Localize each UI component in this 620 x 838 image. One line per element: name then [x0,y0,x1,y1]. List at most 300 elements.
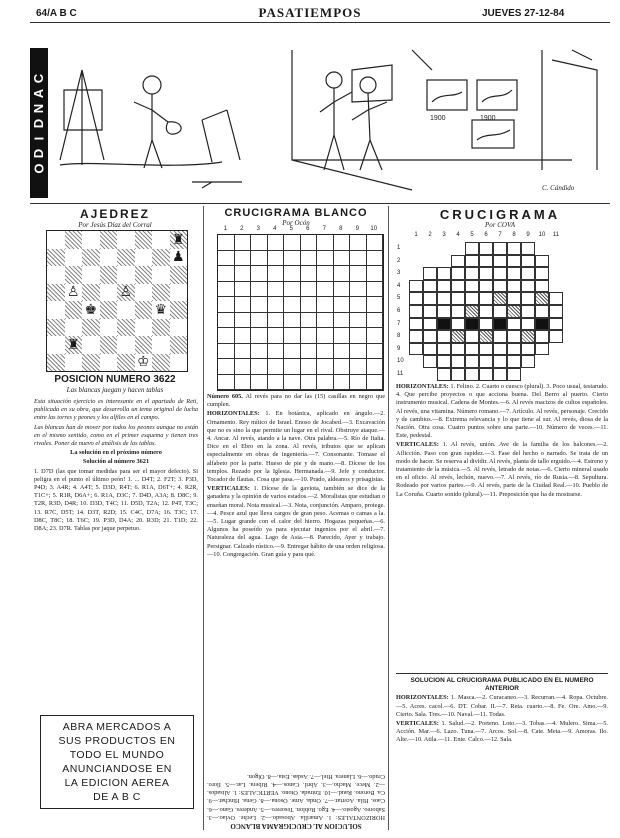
crossword-cell[interactable] [479,330,493,343]
crossword-cell[interactable] [235,328,252,344]
solution-v-text: 1. Salud.—2. Porteno. Loto.—3. Tobas.—4. Mulero. Sima.—5. Acción. Mar.—6. Lazo. Tuna.—7. Arcos. Sol.—8. Cate. Meta.—9. Amoras. Ilo. Alte.—10. Atila.—11. Ente. Calco.—12. Sala. [396,720,608,744]
crossword-cell[interactable] [284,313,301,329]
crossword-cell[interactable] [535,292,549,305]
crossword-cell[interactable] [451,355,465,368]
chess-square [47,319,65,337]
crossword-cell[interactable] [479,242,493,255]
crossword-cell[interactable] [451,280,465,293]
crossword-cell[interactable] [479,255,493,268]
crossword-cell[interactable] [465,280,479,293]
crossword-cell[interactable] [301,235,318,251]
crossword-cell[interactable] [334,282,351,298]
crossword-cell[interactable] [235,235,252,251]
crossword-cell[interactable] [479,318,493,331]
crossword-cell[interactable] [350,344,367,360]
crossword-cell[interactable] [317,344,334,360]
crossword-cell[interactable] [251,251,268,267]
chess-square [100,284,118,302]
column-number: 1 [223,226,227,232]
chess-text [34,398,198,534]
crossword-cell[interactable] [521,280,535,293]
chess-square [135,319,153,337]
crossword-cell[interactable] [465,292,479,305]
crossword-cell[interactable] [367,266,384,282]
crossword-cell[interactable] [251,235,268,251]
crossword-cell[interactable] [521,292,535,305]
grid-spacer [409,255,423,268]
crossword-cell[interactable] [367,235,384,251]
problem-title: POSICION NUMERO 3622 [54,374,176,385]
prev-solution-text: 1. D7D (las que tomar medidas para ser el mayor defecto). Si peligra en el punto el último peón! 1. ... D4T; 2. F2T; 3. P3D, P4D; 3. A4R; 4. A4T; 5. D3D, R4T; 6. R1A, D6T+; 4. R2R, T1C+; 5. R1R, D6A+; 6. R1A, D3C; 7. D4D, A3A; 8. D8C; 9. T2R, R3D, D4R; 10. D3D, T4C; 11. D5D, T2A; 12. P4T, T3C; 13. R7C, D5T; 14. D3T, R2D; 15. C4C, D7A; 16. T3C; 17. D8C, T8C; 18. T6C; 19. P3D, D4A; 20. R3D; 21. T1D; 22. D8A; 23. D7R. Tablas por jaque perpetuo. [34,467,198,533]
crossword-cell[interactable] [479,305,493,318]
chess-body: Las blancas han de mover por todos los peones aunque no están en el mismo sentido, como en el primer esquema y tienen tres rivales. Poner de nuevo el análisis de las tablas. [34,423,198,448]
crossword-cell[interactable] [535,305,549,318]
crossword-cell[interactable] [251,297,268,313]
crossword-cell[interactable] [367,282,384,298]
column-number: 6 [306,226,310,232]
crossword-cell[interactable] [367,297,384,313]
crossword-cell[interactable] [334,251,351,267]
crossword-cell[interactable] [479,292,493,305]
ad-line: TODO EL MUNDO [69,749,165,761]
crossword-cell[interactable] [493,242,507,255]
crossword-cell[interactable] [409,343,423,356]
crossword-cell[interactable] [493,280,507,293]
crossword-cell[interactable] [479,343,493,356]
crossword-cell[interactable] [437,267,451,280]
crossword-cell[interactable] [218,251,235,267]
crossword-cell[interactable] [235,251,252,267]
crossword-cell[interactable] [251,344,268,360]
column-number: 4 [456,232,460,238]
horizontales-label: HORIZONTALES: [396,383,449,390]
chess-square [47,354,65,372]
crossword-cell[interactable] [479,355,493,368]
grid-spacer [535,368,549,381]
crossword-cell[interactable] [251,359,268,375]
crossword-cell[interactable] [549,305,563,318]
crossword-cell[interactable] [549,330,563,343]
crossword-cell[interactable] [451,330,465,343]
crossword-cell[interactable] [521,305,535,318]
grid-spacer [549,368,563,381]
crossword-cell[interactable] [350,359,367,375]
verticales-clues: 1. Al revés, unión. Ave de la familia de los halcones.—2. Aflicción. Paso con gran rapidez.—3. Fase del hecho o narrado. Se trata de un modo de hacer. Se reserva al dividir. Al revés, planta de tallo erguido.—4. Estreno y tratamiento de la música.—5. Al revés, letrado de notas.—6. Cierto mineral usado en el oficio. Al revés, lechón, nuevo.—7. Al revés, río de Rusia.—8. Sepultura. Rodeado por varios partes.—9. Al revés, parte de la Ciudad Real.—10. Pueblo de La Coruña. Cuarto sonido (plural).—11. Preposición que ha de mostrarse. [396,441,609,498]
crossword-cell[interactable] [334,297,351,313]
crossword-cell[interactable] [235,313,252,329]
crossword-cell[interactable] [437,292,451,305]
grid-spacer [549,242,563,255]
crossword-cell[interactable] [334,375,351,391]
chess-square [170,301,188,319]
crossword-cell[interactable] [409,292,423,305]
chess-square [47,266,65,284]
blank-crossword-author: Por Ocón [282,219,310,227]
blank-solution-title: SOLUCION AL CRUCIGRAMA BLANCO [230,822,362,830]
grid-spacer [549,343,563,356]
chess-square [65,301,83,319]
crossword-cell[interactable] [301,282,318,298]
grid-spacer [409,368,423,381]
crossword-title: CRUCIGRAMA [439,207,561,222]
crossword-cell[interactable] [268,328,285,344]
crossword-cell[interactable] [535,267,549,280]
crossword-cell[interactable] [301,297,318,313]
crossword-cell[interactable] [507,343,521,356]
crossword-cell[interactable] [465,255,479,268]
crossword-cell[interactable] [268,344,285,360]
crossword-cell[interactable] [284,328,301,344]
crossword-cell[interactable] [409,330,423,343]
crossword-cell [465,318,479,331]
solution-title: SOLUCION AL CRUCIGRAMA PUBLICADO EN EL NUMERO ANTERIOR [410,677,594,693]
crossword-cell[interactable] [507,255,521,268]
crossword-cell[interactable] [507,267,521,280]
crossword-cell[interactable] [507,368,521,381]
crossword-cell[interactable] [493,292,507,305]
chess-square [65,249,83,267]
column-number: 10 [538,232,546,238]
crossword-cell[interactable] [409,305,423,318]
problem-number: Número 605. [207,393,243,400]
crossword-cell[interactable] [350,297,367,313]
crossword-cell[interactable] [251,282,268,298]
solution-v-label: VERTICALES: [396,720,439,728]
chess-square [170,249,188,267]
crossword-cell[interactable] [465,355,479,368]
crossword-cell[interactable] [350,282,367,298]
chess-square [152,301,170,319]
crossword-cell[interactable] [334,235,351,251]
crossword-cell[interactable] [493,255,507,268]
chess-square [152,354,170,372]
crossword-cell[interactable] [301,344,318,360]
ad-line: ANUNCIANDOSE EN [62,763,172,775]
horizontales-clues: 1. Felino. 2. Cuarto o cuesco (plural). 3. Poco usual, testarudo. 4. Que percibe proyectos o que acciona buena. Del Berro al puerto. Cierto instrumento musical. Cadena de Montes.—6. Al revés macizos de cultos españoles. Al revés, una vitamina. Número romano.—7. Artículo. Al revés, personaje. Crecido y de cambios.—8. Extrema relevancia y lo que tiene al sur. Al revés, diosa de la Nación. Otra cosa. Cuatro puntos sobre una parte.—10. Número de veces.—11. Este, pedestal. [396,383,608,440]
crossword-cell[interactable] [235,297,252,313]
crossword-cell[interactable] [367,251,384,267]
crossword-cell[interactable] [268,266,285,282]
solution-rule [396,673,608,674]
chess-square [135,301,153,319]
crossword-cell[interactable] [317,282,334,298]
grid-spacer [437,255,451,268]
crossword-cell[interactable] [465,305,479,318]
crossword-cell[interactable] [465,330,479,343]
row-number: 2 [397,257,401,264]
crossword-cell[interactable] [423,292,437,305]
chess-square [47,336,65,354]
crossword-cell[interactable] [334,328,351,344]
chess-square [47,249,65,267]
crossword-cell[interactable] [301,266,318,282]
crossword-cell[interactable] [451,305,465,318]
crossword-cell[interactable] [507,355,521,368]
chess-square [100,319,118,337]
crossword-cell[interactable] [218,328,235,344]
blank-col-numbers [217,226,382,232]
crossword-cell[interactable] [317,375,334,391]
crossword-cell[interactable] [235,359,252,375]
crossword-cell[interactable] [465,368,479,381]
chess-square [117,301,135,319]
crossword-cell[interactable] [493,267,507,280]
crossword-cell[interactable] [493,343,507,356]
crossword-cell[interactable] [507,305,521,318]
crossword-cell[interactable] [507,330,521,343]
crossword-cell[interactable] [465,242,479,255]
crossword-cell[interactable] [479,267,493,280]
chess-square [100,336,118,354]
crossword-cell[interactable] [251,375,268,391]
crossword-cell[interactable] [521,318,535,331]
crossword-cell[interactable] [367,313,384,329]
crossword-cell[interactable] [367,344,384,360]
crossword-cell[interactable] [284,344,301,360]
crossword-cell[interactable] [423,305,437,318]
crossword-cell[interactable] [507,292,521,305]
crossword-cell[interactable] [235,344,252,360]
grid-spacer [423,242,437,255]
crossword-cell[interactable] [451,267,465,280]
crossword-cell[interactable] [350,235,367,251]
crossword-cell[interactable] [218,297,235,313]
crossword-cell[interactable] [218,344,235,360]
crossword-cell[interactable] [549,318,563,331]
crossword-cell[interactable] [535,255,549,268]
crossword-cell[interactable] [437,355,451,368]
row-number: 4 [397,282,401,289]
chess-square [47,301,65,319]
crossword-cell[interactable] [268,297,285,313]
chess-square [117,319,135,337]
crossword-cell[interactable] [367,359,384,375]
crossword-cell[interactable] [409,318,423,331]
crossword-cell[interactable] [451,292,465,305]
column-number: 9 [355,226,359,232]
column-number: 7 [322,226,326,232]
crossword-cell[interactable] [535,280,549,293]
grid-spacer [535,242,549,255]
crossword-cell[interactable] [301,328,318,344]
crossword-cell[interactable] [535,343,549,356]
crossword-cell[interactable] [235,375,252,391]
crossword-cell[interactable] [423,318,437,331]
crossword-cell[interactable] [367,375,384,391]
crossword-cell[interactable] [334,313,351,329]
column-number: 9 [526,232,530,238]
chess-square [82,336,100,354]
chess-square [65,266,83,284]
crossword-cell[interactable] [367,328,384,344]
chess-square [117,231,135,249]
crossword-cell[interactable] [549,292,563,305]
crossword-cell[interactable] [317,359,334,375]
crossword-cell[interactable] [251,266,268,282]
crossword-cell[interactable] [317,235,334,251]
chess-square [82,354,100,372]
horizontales-label: HORIZONTALES: [207,410,260,418]
crossword-cell[interactable] [334,266,351,282]
crossword-cell[interactable] [437,280,451,293]
verticales-clues: 1. Dícese de la gaviota, también se dice de la ganadera y la opinión de varios estados.—2. Moralistas que estudian o enseñan moral. Nota musical.—3. Nota, conjunción. Amparo, protege.—4. Pesce azul que lleva cargos de gran peso. Acemas o camas a la.—5. Lugar grande con el calor del hierro. Hogazas pequeñas.—6. Algunos ha poseído ya para ejecutar ingenios por el abril.—7. Naturaleza del agua. Lago de Asia.—8. Parecido, Ayer y trabajo. Persignar. Calzado rústico.—9. Entregar hábito de una orden religiosa.—10. Congregación. Gran guía y para qué. [207,485,386,558]
crossword-cell[interactable] [268,282,285,298]
chess-square [65,231,83,249]
chess-piece-icon: ♔ [136,354,150,371]
column-number: 8 [339,226,343,232]
crossword-cell[interactable] [301,251,318,267]
crossword-cell[interactable] [284,359,301,375]
crossword-cell[interactable] [268,235,285,251]
grid-spacer [409,267,423,280]
crossword-cell[interactable] [451,255,465,268]
column-number: 2 [240,226,244,232]
chess-piece-icon: ♙ [66,284,80,301]
crossword-cell[interactable] [437,368,451,381]
crossword-cell[interactable] [317,251,334,267]
crossword-cell[interactable] [284,251,301,267]
crossword-cell[interactable] [521,267,535,280]
crossword-cell[interactable] [268,359,285,375]
page-reference: 64/A B C [36,8,77,19]
crossword-cell[interactable] [350,251,367,267]
row-number: 8 [397,333,401,340]
ad-line: SUS PRODUCTOS EN [58,735,176,747]
crossword-cell[interactable] [317,266,334,282]
crossword-cell[interactable] [479,368,493,381]
crossword-cell[interactable] [409,280,423,293]
grid-spacer [549,255,563,268]
chess-square [100,249,118,267]
crossword-cell[interactable] [284,297,301,313]
crossword-cell[interactable] [423,330,437,343]
crossword-cell[interactable] [301,375,318,391]
crossword-cell[interactable] [493,330,507,343]
chess-square [117,354,135,372]
ad-line: LA EDICION AEREA [64,777,170,789]
crossword-cell[interactable] [451,343,465,356]
crossword-cell[interactable] [521,242,535,255]
prev-solution-title: Solución al número 3621 [82,458,150,466]
column-number: 7 [498,232,502,238]
crossword-cell[interactable] [465,343,479,356]
crossword-cell[interactable] [284,266,301,282]
column-number: 10 [370,226,378,232]
crossword-cell[interactable] [535,330,549,343]
chess-square [170,266,188,284]
crossword-cell[interactable] [521,355,535,368]
chess-board [46,230,188,372]
chess-square [170,354,188,372]
crossword-cell[interactable] [268,251,285,267]
row-number: 11 [397,371,404,377]
column-number: 6 [484,232,488,238]
crossword-cell[interactable] [507,280,521,293]
crossword-cell[interactable] [317,313,334,329]
problem-note: Al revés para no dar las (15) casillas en negro que cumplen. [207,393,386,409]
crossword-cell[interactable] [423,343,437,356]
crossword-cell[interactable] [317,328,334,344]
crossword-cell[interactable] [268,375,285,391]
crossword-cell[interactable] [350,375,367,391]
crossword-row-numbers [397,242,407,377]
crossword-cell[interactable] [350,313,367,329]
crossword-cell[interactable] [284,375,301,391]
row-number: 1 [397,245,401,251]
chess-square [47,284,65,302]
crossword-cell[interactable] [423,280,437,293]
crossword-cell[interactable] [521,330,535,343]
crossword-cell[interactable] [437,305,451,318]
crossword-cell[interactable] [218,235,235,251]
chess-title: AJEDREZ [79,207,150,221]
chess-square [82,249,100,267]
crossword-cell[interactable] [284,235,301,251]
row-number: 9 [397,345,401,352]
crossword-cell[interactable] [301,313,318,329]
crossword-cell[interactable] [251,328,268,344]
chess-intro: Esta situación ejercicio es interesante en el apartado de Reti, publicada en su obra, que desarrolla un tema original de lucha entre las torres y peones y los alfiles en el campo. [34,398,198,422]
crossword-cell[interactable] [218,266,235,282]
crossword-cell[interactable] [334,344,351,360]
crossword-cell[interactable] [251,313,268,329]
crossword-cell[interactable] [334,359,351,375]
crossword-cell[interactable] [301,359,318,375]
crossword-cell[interactable] [350,266,367,282]
crossword-cell[interactable] [437,330,451,343]
crossword-cell[interactable] [465,267,479,280]
ad-line: DE A B C [93,791,141,803]
crossword-cell[interactable] [493,355,507,368]
chess-square [117,336,135,354]
crossword-cell[interactable] [451,368,465,381]
crossword-cell[interactable] [268,313,285,329]
crossword-cell[interactable] [479,280,493,293]
crossword-cell[interactable] [350,328,367,344]
crossword-cell[interactable] [218,313,235,329]
grid-spacer [423,368,437,381]
blank-crossword-title: CRUCIGRAMA BLANCO [224,207,368,219]
column-divider [388,206,389,830]
crossword-cell[interactable] [493,368,507,381]
crossword-cell[interactable] [507,242,521,255]
grid-spacer [409,355,423,368]
crossword-cell[interactable] [423,355,437,368]
frame-label: 1900 [480,115,496,122]
chess-square [170,231,188,249]
crossword-cell[interactable] [235,282,252,298]
crossword-cell[interactable] [317,297,334,313]
column-number: 3 [256,226,260,232]
crossword-cell[interactable] [521,255,535,268]
crossword-clues [396,383,608,500]
crossword-cell[interactable] [218,375,235,391]
crossword-cell[interactable] [493,305,507,318]
crossword-cell[interactable] [284,282,301,298]
crossword-author: Por COVA [484,221,515,229]
crossword-cell[interactable] [507,318,521,331]
crossword-cell[interactable] [437,343,451,356]
crossword-cell[interactable] [218,359,235,375]
crossword-cell[interactable] [521,343,535,356]
crossword-cell[interactable] [235,266,252,282]
crossword-cell[interactable] [451,318,465,331]
chess-square [100,301,118,319]
crossword-cell[interactable] [218,282,235,298]
solution-next-note: La solución en el próximo número [70,449,162,457]
crossword-cell[interactable] [423,267,437,280]
section-title: PASATIEMPOS [258,5,362,20]
